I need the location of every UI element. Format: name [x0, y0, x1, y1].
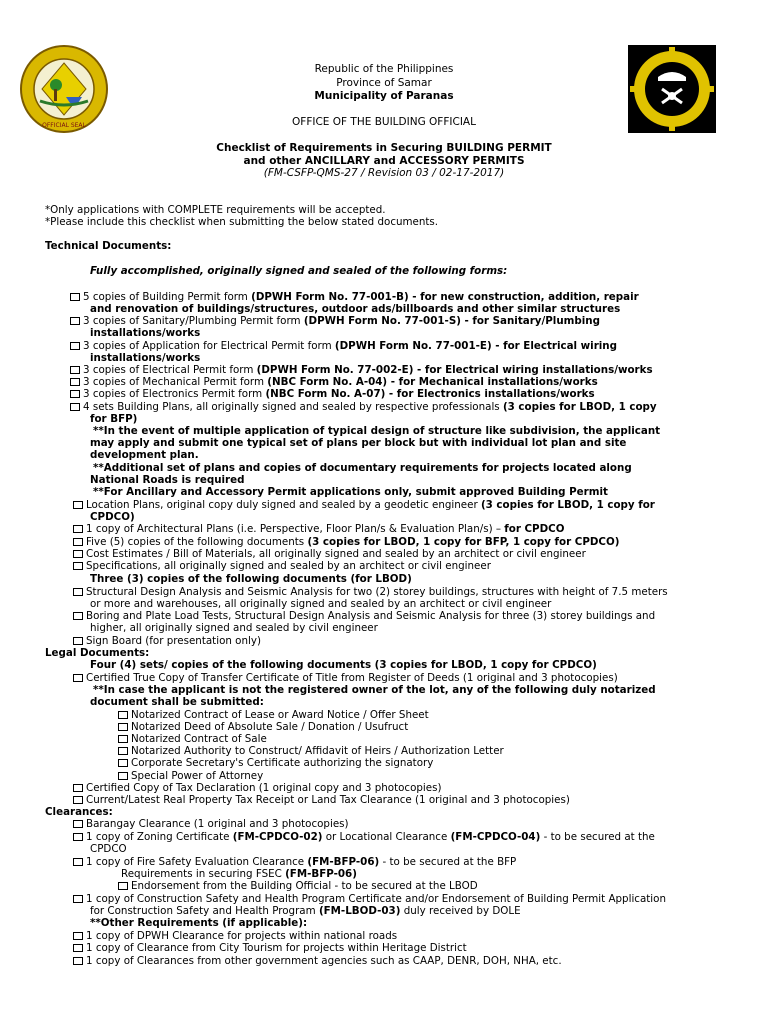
list-item-cont: for BFP)	[90, 413, 138, 425]
list-item: 1 copy of Zoning Certificate (FM-CPDCO-02) or Locational Clearance (FM-CPDCO-04) - to be secured at the	[73, 831, 655, 843]
form-code: (FM-CSFP-QMS-27 / Revision 03 / 02-17-2017)	[263, 167, 505, 179]
checkbox[interactable]	[73, 562, 83, 570]
checkbox[interactable]	[73, 525, 83, 533]
list-item: Notarized Deed of Absolute Sale / Donation / Usufruct	[118, 721, 408, 733]
list-item: Certified True Copy of Transfer Certificate of Title from Register of Deeds (1 original and 3 photocopies)	[73, 672, 618, 684]
svg-text:OFFICIAL SEAL: OFFICIAL SEAL	[42, 122, 86, 129]
list-item: Notarized Authority to Construct/ Affidavit of Heirs / Authorization Letter	[118, 745, 504, 757]
list-item-cont: CPDCO	[90, 843, 127, 855]
note-additional: **Additional set of plans and copies of documentary requirements for projects located along	[93, 462, 632, 474]
checkbox[interactable]	[73, 796, 83, 804]
list-item: 3 copies of Electronics Permit form (NBC Form No. A-07) - for Electronics installations/works	[70, 388, 595, 400]
list-item-cont: for Construction Safety and Health Program (FM-LBOD-03) duly received by DOLE	[90, 905, 521, 917]
checkbox[interactable]	[118, 723, 128, 731]
checkbox[interactable]	[118, 882, 128, 890]
note-include: *Please include this checklist when submitting the below stated documents.	[45, 216, 439, 228]
header-office: OFFICE OF THE BUILDING OFFICIAL	[292, 116, 476, 128]
checkbox[interactable]	[70, 378, 80, 386]
clearances-heading: Clearances:	[45, 806, 113, 818]
checkbox[interactable]	[73, 674, 83, 682]
checkbox[interactable]	[73, 538, 83, 546]
header-municipality: Municipality of Paranas	[314, 90, 454, 102]
note-multiple: **In the event of multiple application of typical design of structure like subdivision, the applicant	[93, 425, 661, 437]
list-item-cont: higher, all originally signed and sealed by civil engineer	[90, 622, 378, 634]
list-item: Specifications, all originally signed and sealed by an architect or civil engineer	[73, 560, 491, 572]
list-item: Notarized Contract of Lease or Award Notice / Offer Sheet	[118, 709, 429, 721]
list-item: 1 copy of Construction Safety and Health Program Certificate and/or Endorsement of Building Permit Application	[73, 893, 666, 905]
legal-note: **In case the applicant is not the registered owner of the lot, any of the following duly notarized	[93, 684, 656, 696]
doc-title-line2: and other ANCILLARY and ACCESSORY PERMITS	[243, 155, 525, 167]
list-item: Location Plans, original copy duly signed and sealed by a geodetic engineer (3 copies for LBOD, 1 copy for	[73, 499, 655, 511]
checkbox[interactable]	[73, 833, 83, 841]
header-province: Province of Samar	[336, 77, 432, 89]
list-item: 1 copy of Fire Safety Evaluation Clearance (FM-BFP-06) - to be secured at the BFP	[73, 856, 516, 868]
list-item: Certified Copy of Tax Declaration (1 original copy and 3 photocopies)	[73, 782, 441, 794]
list-item: 3 copies of Mechanical Permit form (NBC Form No. A-04) - for Mechanical installations/works	[70, 376, 598, 388]
checkbox[interactable]	[73, 957, 83, 965]
checkbox[interactable]	[73, 858, 83, 866]
checkbox[interactable]	[70, 390, 80, 398]
checkbox[interactable]	[70, 342, 80, 350]
list-item: Cost Estimates / Bill of Materials, all originally signed and sealed by an architect or civil engineer	[73, 548, 586, 560]
checkbox[interactable]	[73, 637, 83, 645]
technical-heading: Technical Documents:	[45, 240, 172, 252]
list-item-cont: CPDCO)	[90, 511, 135, 523]
legal-subheading: Four (4) sets/ copies of the following documents (3 copies for LBOD, 1 copy for CPDCO)	[90, 659, 597, 671]
legal-note-cont: document shall be submitted:	[90, 696, 264, 708]
three-copies-heading: Three (3) copies of the following documents (for LBOD)	[90, 573, 412, 585]
note-additional-cont: National Roads is required	[90, 474, 245, 486]
list-item: 1 copy of DPWH Clearance for projects within national roads	[73, 930, 397, 942]
checkbox[interactable]	[118, 711, 128, 719]
note-complete: *Only applications with COMPLETE requirements will be accepted.	[45, 204, 386, 216]
list-item: 4 sets Building Plans, all originally signed and sealed by respective professionals (3 copies for LBOD, 1 copy	[70, 401, 657, 413]
legal-heading: Legal Documents:	[45, 647, 150, 659]
checkbox[interactable]	[73, 820, 83, 828]
checkbox[interactable]	[118, 772, 128, 780]
checkbox[interactable]	[73, 932, 83, 940]
note-ancillary: **For Ancillary and Accessory Permit applications only, submit approved Building Permit	[93, 486, 608, 498]
checkbox[interactable]	[118, 759, 128, 767]
list-item-cont: or more and warehouses, all originally signed and sealed by an architect or civil engineer	[90, 598, 552, 610]
list-item: Structural Design Analysis and Seismic Analysis for two (2) storey buildings, structures with height of 7.5 meters	[73, 586, 668, 598]
technical-subheading: Fully accomplished, originally signed and sealed of the following forms:	[90, 265, 508, 277]
list-item: Current/Latest Real Property Tax Receipt or Land Tax Clearance (1 original and 3 photocopies)	[73, 794, 570, 806]
list-item: Boring and Plate Load Tests, Structural Design Analysis and Seismic Analysis for three (3) storey buildings and	[73, 610, 655, 622]
checkbox[interactable]	[70, 317, 80, 325]
list-item: 1 copy of Clearance from City Tourism for projects within Heritage District	[73, 942, 467, 954]
doc-title-line1: Checklist of Requirements in Securing BUILDING PERMIT	[216, 142, 552, 154]
list-item-cont: installations/works	[90, 352, 201, 364]
list-item: Corporate Secretary's Certificate authorizing the signatory	[118, 757, 433, 769]
list-item: Endorsement from the Building Official - to be secured at the LBOD	[118, 880, 478, 892]
checkbox[interactable]	[73, 501, 83, 509]
list-item: Five (5) copies of the following documents (3 copies for LBOD, 1 copy for BFP, 1 copy for CPDCO)	[73, 536, 619, 548]
checkbox[interactable]	[73, 895, 83, 903]
list-item: 5 copies of Building Permit form (DPWH Form No. 77-001-B) - for new construction, addition, repair	[70, 291, 639, 303]
checkbox[interactable]	[118, 735, 128, 743]
checkbox[interactable]	[73, 612, 83, 620]
checkbox[interactable]	[73, 784, 83, 792]
list-item-cont: installations/works	[90, 327, 201, 339]
note-multiple-cont: may apply and submit one typical set of plans per block but with individual lot plan and site	[90, 437, 627, 449]
list-item-cont: and renovation of buildings/structures, outdoor ads/billboards and other similar structures	[90, 303, 621, 315]
fsec-requirements: Requirements in securing FSEC (FM-BFP-06)	[121, 868, 357, 880]
list-item: Sign Board (for presentation only)	[73, 635, 261, 647]
list-item: Special Power of Attorney	[118, 770, 263, 782]
other-requirements-heading: **Other Requirements (if applicable):	[90, 917, 308, 929]
checkbox[interactable]	[70, 403, 80, 411]
checkbox[interactable]	[70, 293, 80, 301]
checkbox[interactable]	[73, 944, 83, 952]
note-multiple-cont: development plan.	[90, 449, 199, 461]
checkbox[interactable]	[73, 588, 83, 596]
list-item: 1 copy of Architectural Plans (i.e. Perspective, Floor Plan/s & Evaluation Plan/s) – for CPDCO	[73, 523, 564, 535]
checkbox[interactable]	[73, 550, 83, 558]
list-item: 3 copies of Application for Electrical Permit form (DPWH Form No. 77-001-E) - for Electrical wiring	[70, 340, 617, 352]
checkbox[interactable]	[70, 366, 80, 374]
list-item: Barangay Clearance (1 original and 3 photocopies)	[73, 818, 349, 830]
list-item: Notarized Contract of Sale	[118, 733, 267, 745]
list-item: 3 copies of Electrical Permit form (DPWH Form No. 77-002-E) - for Electrical wiring installations/works	[70, 364, 653, 376]
list-item: 3 copies of Sanitary/Plumbing Permit form (DPWH Form No. 77-001-S) - for Sanitary/Plumbing	[70, 315, 600, 327]
checkbox[interactable]	[118, 747, 128, 755]
list-item: 1 copy of Clearances from other government agencies such as CAAP, DENR, DOH, NHA, etc.	[73, 955, 562, 967]
header-republic: Republic of the Philippines	[314, 63, 454, 75]
